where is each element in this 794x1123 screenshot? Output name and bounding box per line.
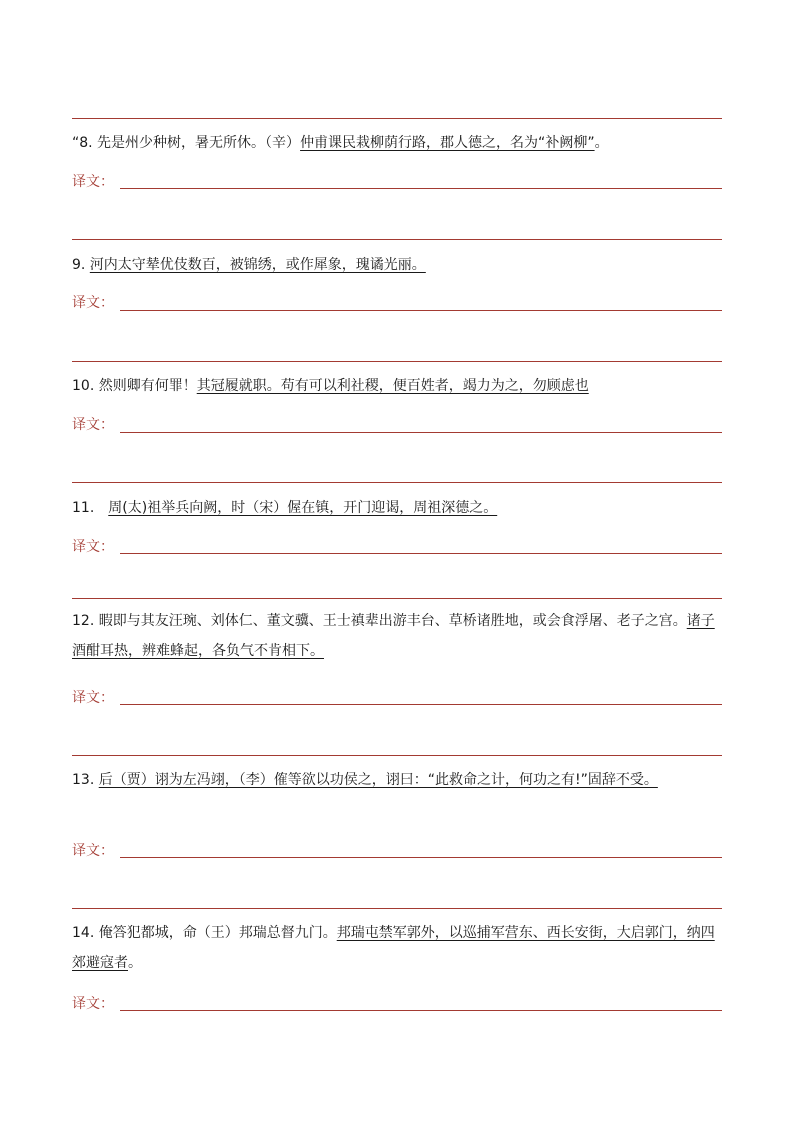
translation-label: 译文： xyxy=(72,417,114,433)
question-text: “8. 先是州少种树，暑无所休。（辛） xyxy=(72,135,301,151)
question-text: 10. 然则卿有何罪！ xyxy=(72,378,197,394)
question-text: 9. xyxy=(72,257,90,273)
question-text: 13. xyxy=(72,772,99,788)
translation-label: 译文： xyxy=(72,295,114,311)
translation-label: 译文： xyxy=(72,996,114,1012)
answer-line-10[interactable] xyxy=(120,432,722,433)
question-10 xyxy=(72,371,724,401)
separator-line xyxy=(72,361,722,362)
translation-label: 译文： xyxy=(72,690,114,706)
question-text: 12. 暇即与其友汪琬、刘体仁、董文骥、王士禛辈出游丰台、草桥诸胜地，或会食浮屠、老子之宫。 xyxy=(72,613,687,629)
translation-label: 译文： xyxy=(72,843,114,859)
underlined-phrase: 河内太守辇优伎数百，被锦绣，或作犀象，瑰谲光丽。 xyxy=(89,257,426,273)
question-text: 14. 俺答犯都城，命（王）邦瑞总督九门。 xyxy=(72,925,337,941)
answer-line-11[interactable] xyxy=(120,553,722,554)
question-9 xyxy=(72,250,724,280)
translation-label: 译文： xyxy=(72,174,114,190)
underlined-phrase: 其冠履就职。苟有可以利社稷，便百姓者，竭力为之，勿顾虑也 xyxy=(196,378,589,394)
separator-line xyxy=(72,239,722,240)
question-text: 。 xyxy=(594,135,609,151)
underlined-phrase: 邦瑞屯禁军郭外，以巡捕军营东、西长安街，大启郭门，纳四郊避寇者 xyxy=(72,925,715,971)
answer-line-14[interactable] xyxy=(120,1010,722,1011)
separator-line xyxy=(72,482,722,483)
translation-label: 译文： xyxy=(72,539,114,555)
underlined-phrase: 仲甫课民栽柳荫行路，郡人德之，名为“补阙柳” xyxy=(300,135,595,151)
separator-line xyxy=(72,755,722,756)
answer-line-9[interactable] xyxy=(120,310,722,311)
underlined-phrase: 诸子酒酣耳热，辨难蜂起，各负气不肯相下。 xyxy=(72,613,715,659)
answer-line-12[interactable] xyxy=(120,704,722,705)
answer-line-13[interactable] xyxy=(120,857,722,858)
question-text: 。 xyxy=(128,955,142,971)
answer-line-8[interactable] xyxy=(120,188,722,189)
question-14 xyxy=(72,918,724,978)
separator-line xyxy=(72,118,722,119)
underlined-phrase: 周(太)祖举兵向阙，时（宋）偓在镇，开门迎谒，周祖深德之。 xyxy=(108,500,498,516)
question-13 xyxy=(72,765,724,795)
question-text: 11. xyxy=(72,500,109,516)
question-12 xyxy=(72,606,724,666)
question-11 xyxy=(72,493,724,523)
separator-line xyxy=(72,908,722,909)
underlined-phrase: 后（贾）诩为左冯翊，（李）傕等欲以功侯之，诩曰：“此救命之计，何功之有!”固辞不受。 xyxy=(98,772,658,788)
question-8 xyxy=(72,128,724,158)
separator-line xyxy=(72,598,722,599)
